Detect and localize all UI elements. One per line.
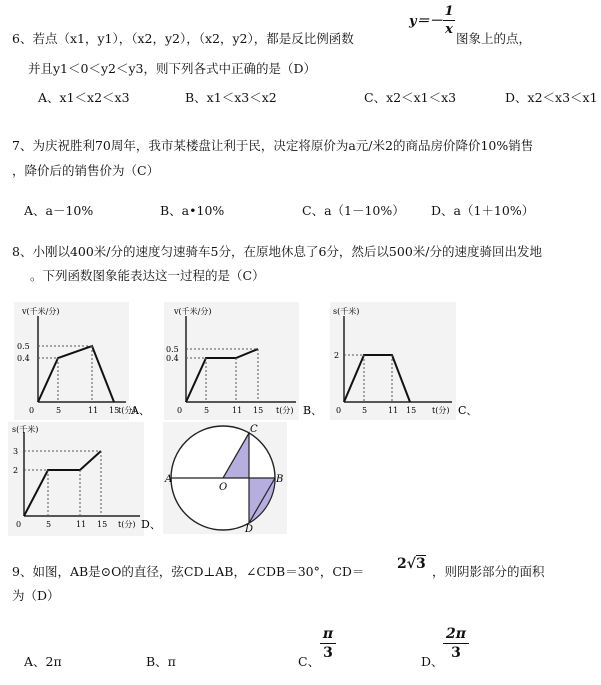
q9-label-b: B: [276, 474, 284, 485]
graph-b-ylabel: v(千米/分): [174, 307, 212, 316]
graph-b-xlabel: t(分): [276, 406, 294, 415]
graph-d-xtick-2: 11: [76, 520, 87, 529]
graph-c-xtick-1: 5: [362, 406, 368, 415]
q7-option-b: B、a•10%: [160, 203, 225, 218]
graph-a-ylabel: v(千米/分): [22, 307, 60, 316]
q6-formula-fraction: [443, 4, 455, 37]
graph-a-xtick-1: 5: [56, 406, 62, 415]
q9-sqrt-coef: 2: [397, 556, 407, 572]
q9-option-b: B、π: [146, 654, 176, 669]
graph-b-origin: 0: [177, 406, 183, 415]
q7-line2: ，降价后的销售价为（C）: [12, 163, 160, 178]
q8-line1: 8、小刚以400米/分的速度匀速骑车5分，在原地休息了6分，然后以500米/分的速度骑回出发地: [12, 244, 543, 259]
q9-option-c: C、: [298, 654, 321, 669]
graph-b-xtick-2: 11: [232, 406, 243, 415]
q9-label-c: C: [250, 424, 258, 435]
graph-a-xtick-3: 15: [109, 406, 120, 415]
q9-option-d-fraction: [443, 626, 469, 661]
graph-b-ytick-1: 0.5: [166, 345, 179, 354]
graph-a-ytick-2: 0.4: [17, 354, 30, 363]
q9-label-d: D: [245, 524, 254, 535]
q9-option-c-num: π: [322, 626, 334, 642]
q6-option-a: A、x1＜x2＜x3: [38, 90, 130, 105]
graph-c-ylabel: s(千米): [333, 307, 360, 316]
graph-c-xlabel: t(分): [432, 406, 450, 415]
fraction-bar: [443, 643, 469, 644]
graph-a-xlabel: t(分): [118, 406, 136, 415]
graph-a: [14, 302, 150, 420]
graph-d-ytick-1: 3: [13, 447, 19, 456]
graph-c-label: C、: [458, 404, 478, 417]
q7-line1: 7、为庆祝胜利70周年，我市某楼盘让利于民，决定将原价为a元/米2的商品房价降价10%销售: [12, 138, 534, 153]
q6-formula-lhs: y＝－: [409, 14, 443, 29]
graph-d: [8, 422, 163, 536]
graph-b-label: B、: [303, 404, 323, 417]
q6-option-b: B、x1＜x3＜x2: [185, 90, 277, 105]
q6-formula-den: x: [445, 22, 453, 37]
graph-d-xtick-1: 5: [46, 520, 52, 529]
q7-option-c: C、a（1－10%）: [302, 203, 405, 218]
q6-formula-num: 1: [444, 4, 454, 19]
graph-a-label: A、: [131, 404, 150, 417]
q9-option-d-den: 3: [451, 645, 461, 661]
graph-c-ytick-1: 2: [334, 351, 340, 360]
q8-line2: 。下列函数图象能表达这一过程的是（C）: [30, 268, 265, 283]
q9-line1: 9、如图，AB是⊙O的直径，弦CD⊥AB，∠CDB＝30°，CD＝: [12, 564, 365, 579]
q9-option-c-fraction: [320, 626, 336, 661]
graph-d-ylabel: s(千米): [12, 425, 39, 434]
graph-d-bg: [8, 422, 144, 536]
graph-b-xtick-3: 15: [253, 406, 264, 415]
q9-label-o: O: [219, 482, 228, 493]
q7-option-a: A、a－10%: [24, 203, 94, 218]
graph-a-xtick-2: 11: [88, 406, 99, 415]
graph-a-ytick-1: 0.5: [17, 342, 30, 351]
sqrt-sign-icon: √: [406, 556, 416, 572]
q9-option-c-den: 3: [323, 645, 333, 661]
graph-c-xtick-3: 15: [406, 406, 417, 415]
q9-option-d-num: 2π: [446, 626, 466, 642]
graph-d-ytick-2: 2: [13, 466, 19, 475]
q9-option-a: A、2π: [24, 654, 62, 669]
q6-option-d: D、x2＜x3＜x1: [505, 90, 598, 105]
q6-line1-tail: 图象上的点，: [456, 31, 532, 46]
graph-c-origin: 0: [336, 406, 342, 415]
fraction-bar: [320, 643, 336, 644]
graph-d-label: D、: [141, 518, 161, 531]
graph-b-ytick-2: 0.4: [166, 354, 179, 363]
graph-b-xtick-1: 5: [204, 406, 210, 415]
q9-line2: 为（D）: [12, 588, 60, 603]
graph-d-origin: 0: [16, 520, 22, 529]
q9-line1-tail: ，则阴影部分的面积: [432, 564, 545, 579]
graph-c: [330, 302, 480, 420]
q7-option-d: D、a（1＋10%）: [431, 203, 535, 218]
fraction-bar: [443, 20, 455, 21]
q6-option-c: C、x2＜x1＜x3: [364, 90, 457, 105]
q6-line1: 6、若点（x1，y1），（x2，y2），（x2，y2），都是反比例函数: [12, 31, 354, 46]
q9-sqrt-rad: 3: [415, 556, 426, 572]
q6-line2: 并且y1＜0＜y2＜y3，则下列各式中正确的是（D）: [28, 61, 317, 76]
q9-circle-figure: [163, 422, 291, 534]
graph-d-xtick-3: 15: [97, 520, 108, 529]
q9-label-a: A: [165, 474, 173, 485]
graph-c-xtick-2: 11: [388, 406, 399, 415]
graph-b: [164, 302, 323, 420]
graph-d-xlabel: t(分): [118, 520, 136, 529]
q9-sqrt-expression: [397, 556, 426, 572]
graph-a-origin: 0: [29, 406, 35, 415]
q9-option-d: D、: [421, 654, 444, 669]
